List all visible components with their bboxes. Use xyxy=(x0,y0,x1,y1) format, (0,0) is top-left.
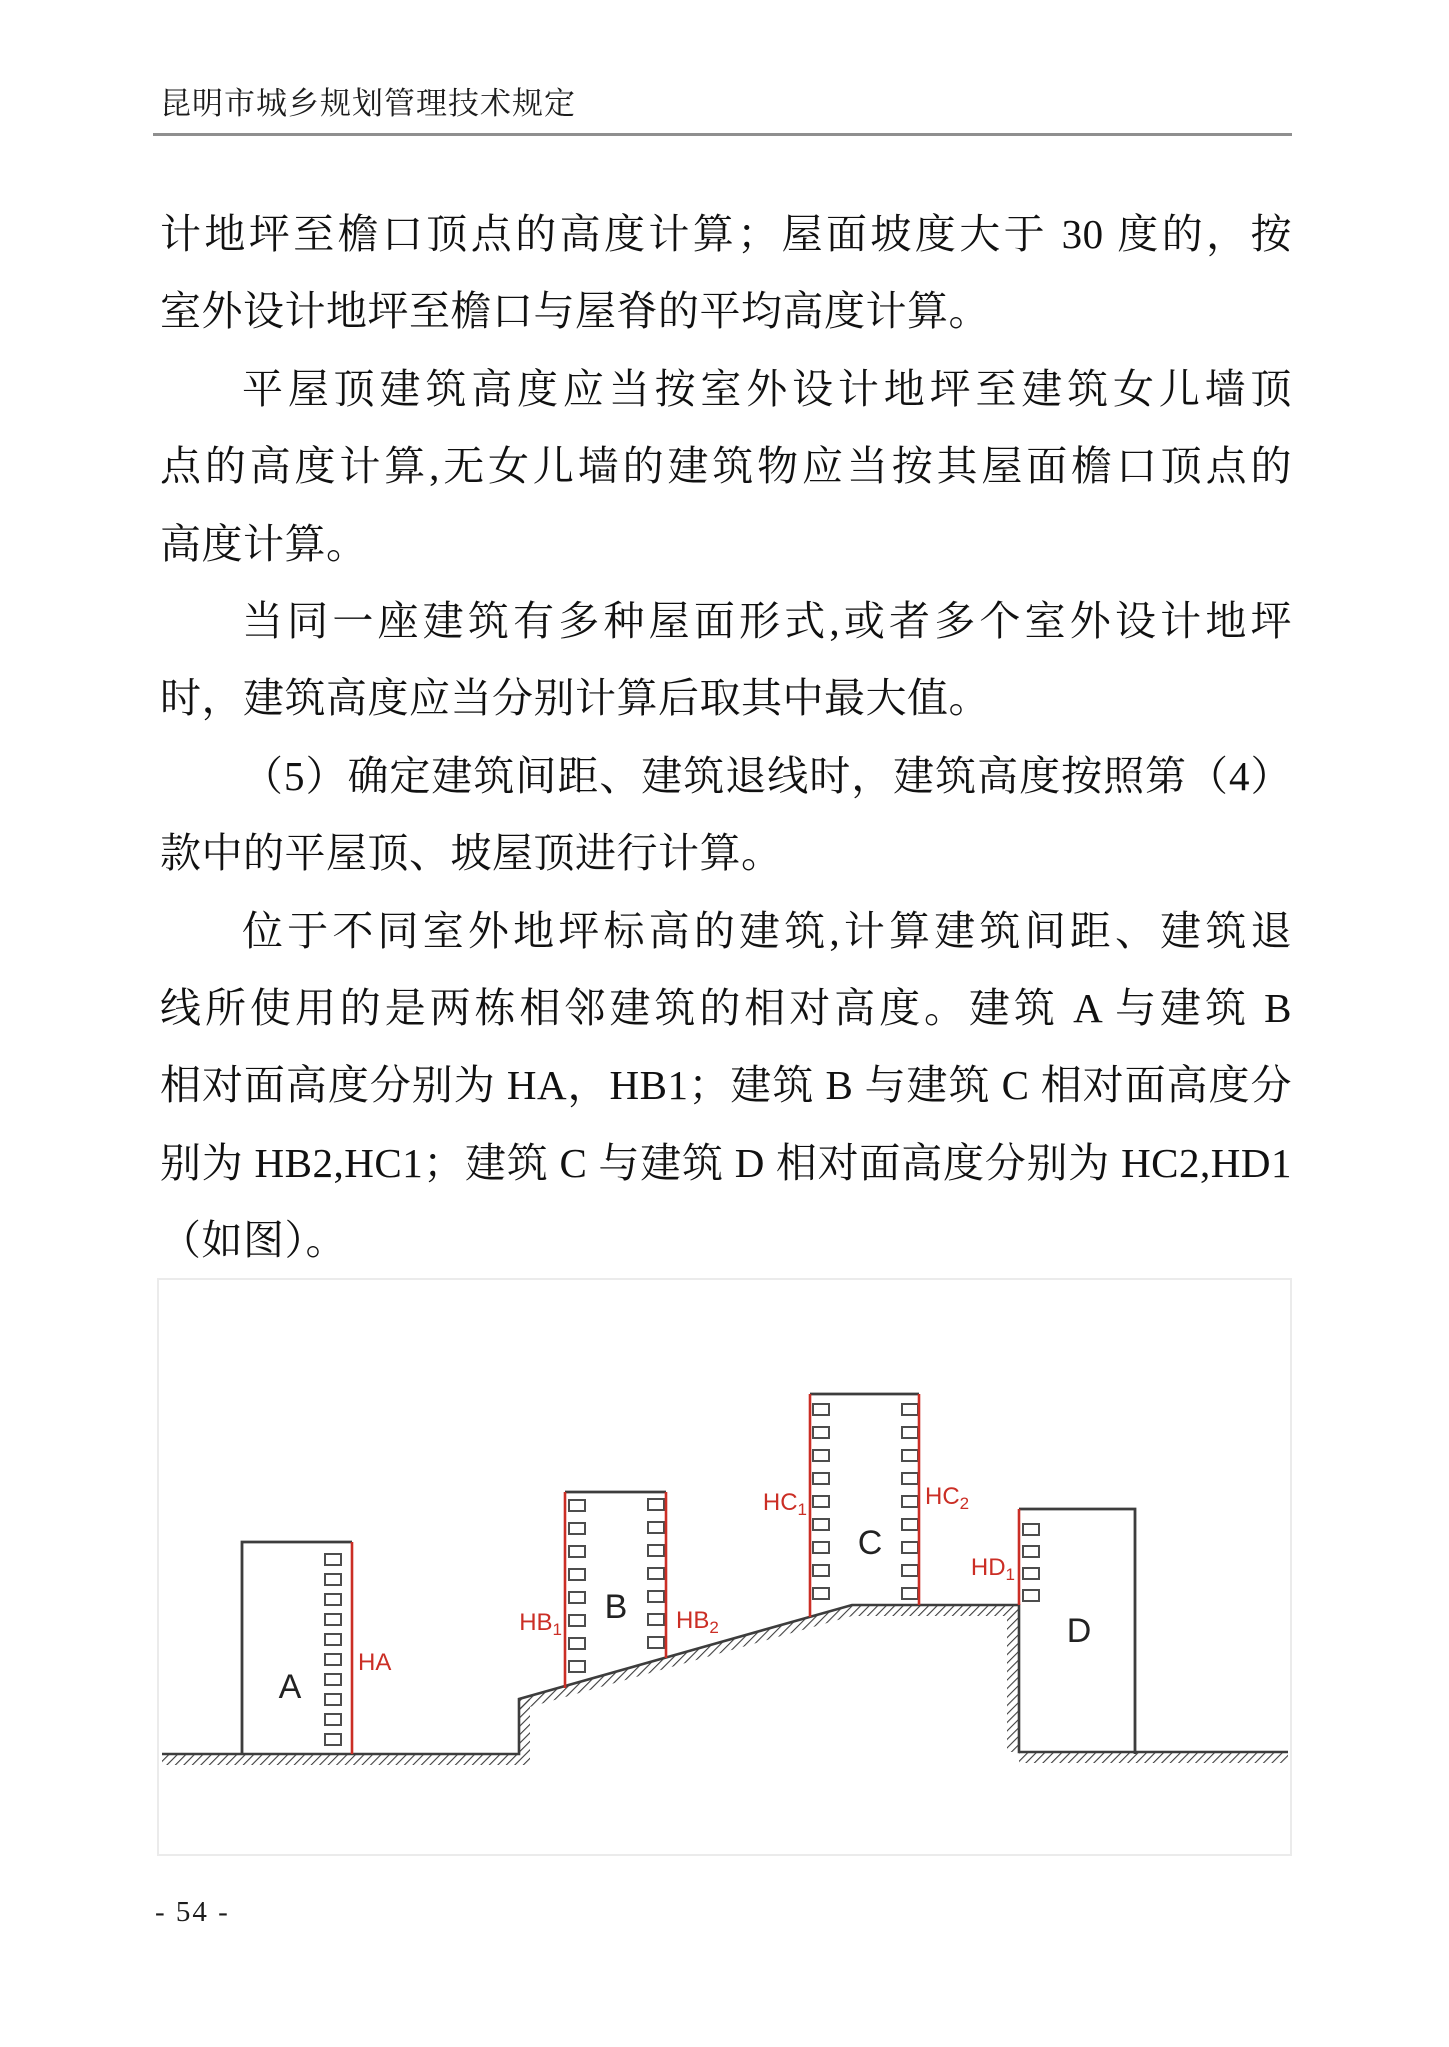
building-C xyxy=(763,1394,969,1617)
building-window xyxy=(902,1404,918,1415)
building-window xyxy=(325,1734,341,1745)
building-window xyxy=(648,1614,664,1625)
height-label: HA xyxy=(358,1649,392,1676)
ground-hatch xyxy=(1019,1752,1288,1763)
building-window xyxy=(648,1637,664,1648)
building-window xyxy=(325,1594,341,1605)
height-label: $HD_1$ xyxy=(970,1554,1015,1584)
building-window xyxy=(648,1545,664,1556)
building-window xyxy=(325,1634,341,1645)
building-window xyxy=(569,1546,585,1557)
building-window xyxy=(902,1542,918,1553)
building-window xyxy=(325,1554,341,1565)
building-window xyxy=(902,1519,918,1530)
building-label: C xyxy=(857,1524,883,1562)
building-window xyxy=(813,1496,829,1507)
building-height-diagram xyxy=(159,1280,1290,1854)
building-window xyxy=(1023,1568,1039,1579)
building-window xyxy=(648,1568,664,1579)
building-window xyxy=(813,1427,829,1438)
building-window xyxy=(813,1542,829,1553)
building-window xyxy=(325,1614,341,1625)
building-window xyxy=(902,1565,918,1576)
height-label: $HB_2$ xyxy=(676,1607,719,1637)
building-label: D xyxy=(1066,1612,1092,1650)
body-line: （5）确定建筑间距、建筑退线时，建筑高度按照第（4） xyxy=(242,752,1292,799)
building-window xyxy=(813,1404,829,1415)
building-window xyxy=(569,1592,585,1603)
body-line: 计地坪至檐口顶点的高度计算；屋面坡度大于 30 度的，按 xyxy=(160,211,1292,257)
building-window xyxy=(325,1714,341,1725)
building-window xyxy=(1023,1590,1039,1601)
footer-page-number: - 54 - xyxy=(155,1896,230,1928)
building-window xyxy=(813,1588,829,1599)
body-line: 别为 HB2,HC1；建筑 C 与建筑 D 相对面高度分别为 HC2,HD1 xyxy=(160,1139,1292,1186)
height-label: $HB_1$ xyxy=(519,1609,562,1639)
figure-building-heights xyxy=(157,1278,1292,1856)
body-text xyxy=(160,196,1292,1279)
body-line: 时，建筑高度应当分别计算后取其中最大值。 xyxy=(160,675,990,722)
body-line: 高度计算。 xyxy=(160,520,368,567)
building-window xyxy=(569,1500,585,1511)
body-line: 位于不同室外地坪标高的建筑,计算建筑间距、建筑退 xyxy=(242,907,1292,954)
building-window xyxy=(648,1522,664,1533)
building-window xyxy=(902,1588,918,1599)
building-window xyxy=(813,1565,829,1576)
body-line: 相对面高度分别为 HA，HB1；建筑 B 与建筑 C 相对面高度分 xyxy=(160,1062,1292,1109)
building-window xyxy=(325,1694,341,1705)
body-line: 当同一座建筑有多种屋面形式,或者多个室外设计地坪 xyxy=(242,597,1292,644)
body-line: 线所使用的是两栋相邻建筑的相对高度。建筑 A 与建筑 B xyxy=(160,984,1292,1031)
building-window xyxy=(325,1654,341,1665)
body-line: 款中的平屋顶、坡屋顶进行计算。 xyxy=(160,830,783,877)
ground-hatch xyxy=(1007,1616,1019,1752)
building-window xyxy=(648,1591,664,1602)
building-window xyxy=(902,1450,918,1461)
body-line: 点的高度计算,无女儿墙的建筑物应当按其屋面檐口顶点的 xyxy=(160,443,1292,490)
body-line: （如图）。 xyxy=(160,1217,347,1264)
ground-hatch xyxy=(852,1605,1019,1616)
body-line: 室外设计地坪至檐口与屋脊的平均高度计算。 xyxy=(160,288,990,335)
height-label: $HC_2$ xyxy=(925,1483,970,1513)
building-window xyxy=(902,1496,918,1507)
building-window xyxy=(569,1523,585,1534)
building-window xyxy=(569,1661,585,1672)
building-window xyxy=(813,1519,829,1530)
building-window xyxy=(902,1473,918,1484)
body-line: 平屋顶建筑高度应当按室外设计地坪至建筑女儿墙顶 xyxy=(242,365,1292,412)
building-window xyxy=(1023,1524,1039,1535)
building-window xyxy=(325,1674,341,1685)
header-rule xyxy=(153,133,1292,136)
building-window xyxy=(1023,1546,1039,1557)
building-D xyxy=(971,1509,1135,1754)
ground-hatch xyxy=(162,1754,519,1765)
building-window xyxy=(569,1569,585,1580)
height-label: $HC_1$ xyxy=(762,1489,807,1519)
building-window xyxy=(325,1574,341,1585)
building-window xyxy=(902,1427,918,1438)
building-window xyxy=(813,1450,829,1461)
building-label: A xyxy=(278,1668,302,1706)
building-window xyxy=(648,1499,664,1510)
building-A xyxy=(242,1542,391,1754)
building-window xyxy=(569,1638,585,1649)
building-window xyxy=(569,1615,585,1626)
building-window xyxy=(813,1473,829,1484)
building-label: B xyxy=(604,1588,628,1626)
page-header-title: 昆明市城乡规划管理技术规定 xyxy=(160,86,576,121)
